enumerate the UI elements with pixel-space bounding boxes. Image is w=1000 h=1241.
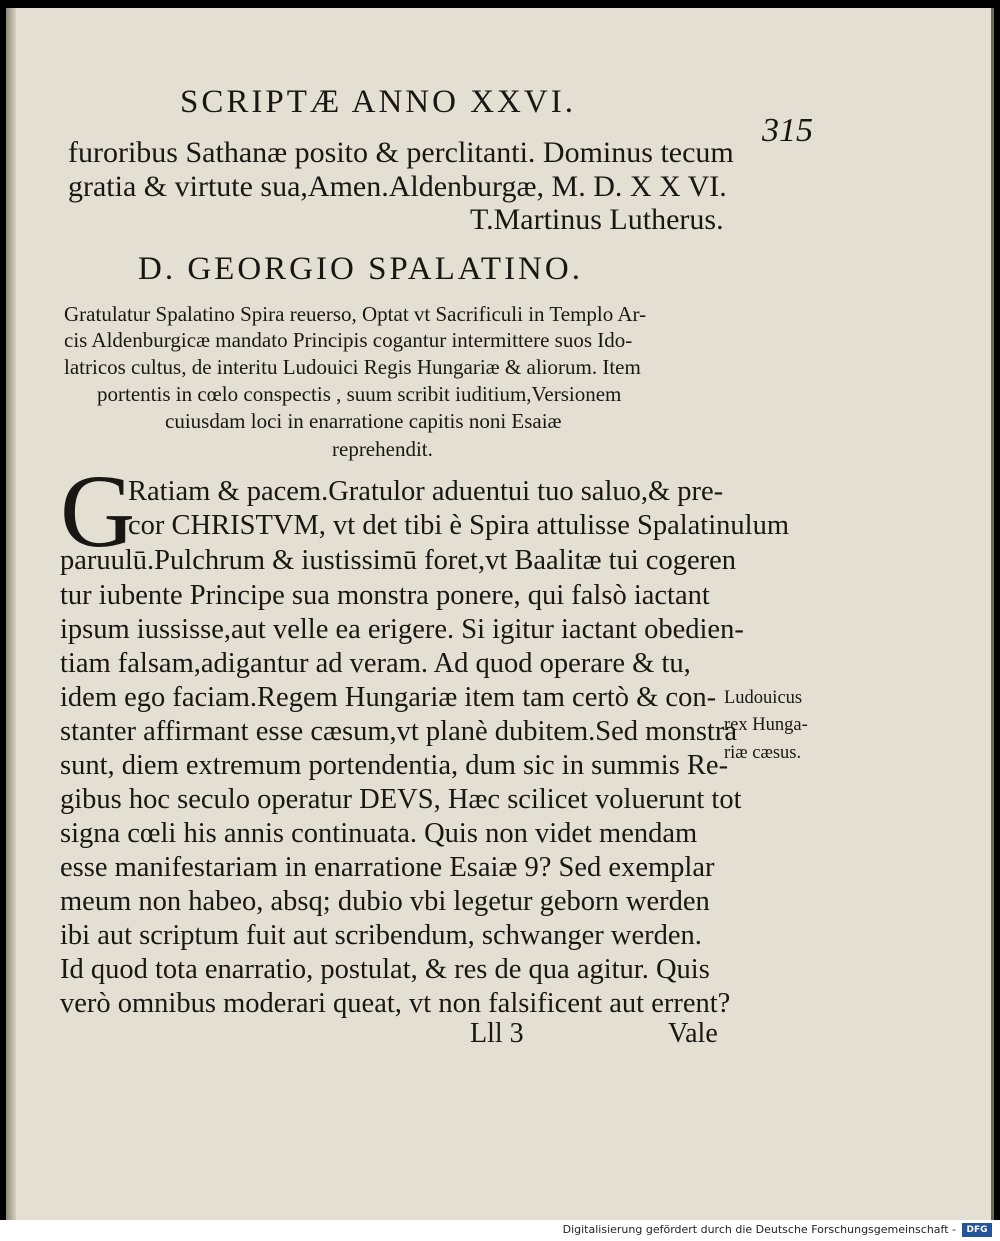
catchword: Vale	[668, 1018, 718, 1049]
summary-line: cuiusdam loci in enarratione capitis noni Esaiæ	[165, 409, 562, 433]
summary-line: portentis in cœlo conspectis , suum scribit iuditium,Versionem	[97, 382, 622, 406]
drop-cap-initial: G	[60, 454, 136, 569]
body-line: tiam falsam,adigantur ad veram. Ad quod operare & tu,	[60, 648, 691, 679]
text-line: gratia & virtute sua,Amen.Aldenburgæ, M. D. X X VI.	[68, 170, 727, 203]
signature-mark: Lll 3	[470, 1018, 524, 1049]
folio-number: 315	[762, 112, 813, 149]
margin-note-line: Ludouicus	[724, 688, 803, 708]
summary-line: reprehendit.	[332, 437, 433, 461]
body-line: cor CHRISTVM, vt det tibi è Spira attulisse Spalatinulum	[128, 510, 789, 541]
running-head: SCRIPTÆ ANNO XXVI.	[180, 84, 576, 120]
body-line: verò omnibus moderari queat, vt non falsificent aut errent?	[60, 988, 731, 1019]
body-line: Ratiam & pacem.Gratulor aduentui tuo saluo,& pre-	[128, 476, 724, 507]
body-line: stanter affirmant esse cæsum,vt planè dubitem.Sed monstra	[60, 716, 737, 747]
section-heading: D. GEORGIO SPALATINO.	[138, 251, 583, 287]
body-line: esse manifestariam in enarratione Esaiæ 9? Sed exemplar	[60, 852, 715, 883]
summary-line: cis Aldenburgicæ mandato Principis cogantur intermittere suos Ido-	[64, 328, 633, 352]
body-line: ibi aut scriptum fuit aut scribendum, schwanger werden.	[60, 920, 702, 951]
body-line: gibus hoc seculo operatur DEVS, Hæc scilicet voluerunt tot	[60, 784, 742, 815]
summary-line: Gratulatur Spalatino Spira reuerso, Optat vt Sacrificuli in Templo Ar-	[64, 302, 647, 326]
summary-line: latricos cultus, de interitu Ludouici Regis Hungariæ & aliorum. Item	[64, 355, 641, 379]
dfg-logo-icon: DFG	[962, 1223, 992, 1237]
footer-bar	[0, 1220, 1000, 1241]
body-line: paruulū.Pulchrum & iustissimū foret,vt Baalitæ tui cogeren	[60, 545, 736, 576]
body-line: ipsum iussisse,aut velle ea erigere. Si igitur iactant obedien-	[60, 614, 744, 645]
body-line: signa cœli his annis continuata. Quis non videt mendam	[60, 818, 698, 849]
body-line: tur iubente Principe sua monstra ponere, qui falsò iactant	[60, 580, 710, 611]
footer-credit: Digitalisierung gefördert durch die Deutsche Forschungsgemeinschaft -	[562, 1223, 956, 1236]
body-line: Id quod tota enarratio, postulat, & res de qua agitur. Quis	[60, 954, 710, 985]
signature-line: T.Martinus Lutherus.	[470, 203, 724, 236]
body-line: sunt, diem extremum portendentia, dum sic in summis Re-	[60, 750, 729, 781]
margin-note-line: riæ cæsus.	[724, 743, 802, 763]
body-line: meum non habeo, absq; dubio vbi legetur geborn werden	[60, 886, 710, 917]
text-line: furoribus Sathanæ posito & perclitanti. Dominus tecum	[68, 136, 734, 169]
margin-note-line: rex Hunga-	[724, 715, 808, 735]
body-line: idem ego faciam.Regem Hungariæ item tam certò & con-	[60, 682, 717, 713]
